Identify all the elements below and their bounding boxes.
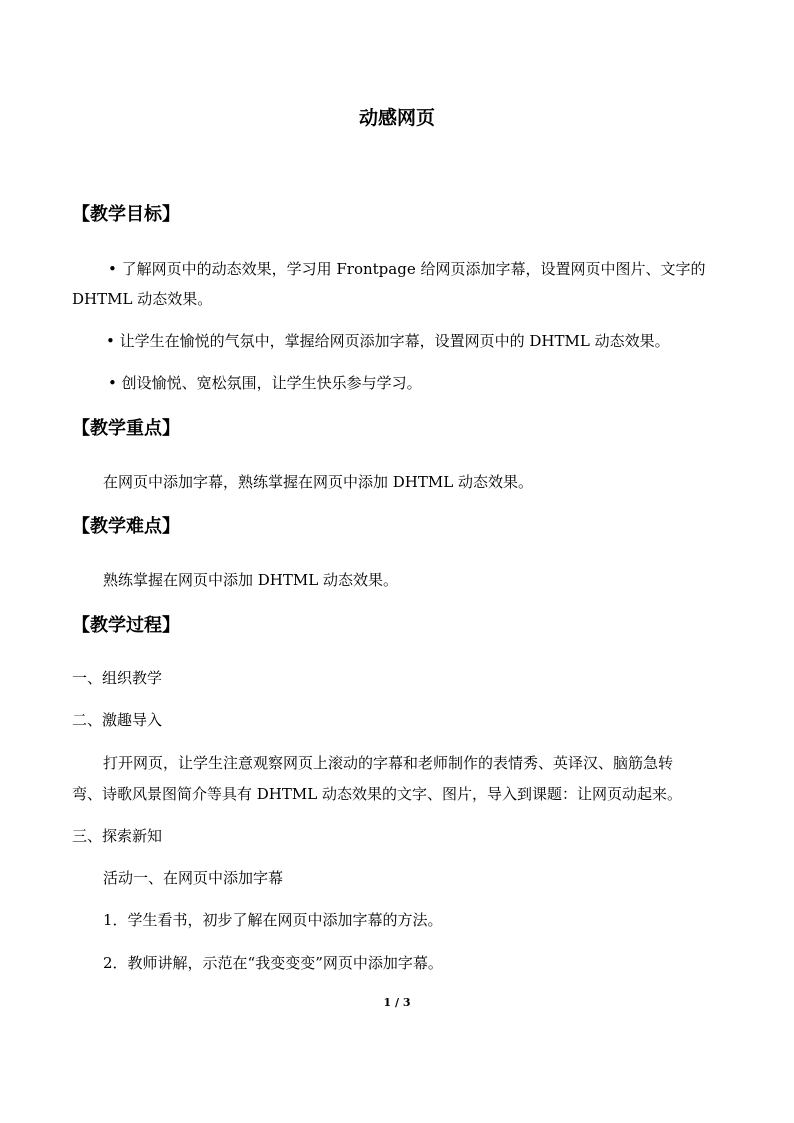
process-step-2-para-line-2: 弯、诗歌风景图简介等具有 DHTML 动态效果的文字、图片，导入到课题：让网页动起来。 (72, 785, 682, 803)
document-title: 动感网页 (358, 107, 435, 129)
key-points-heading: 【教学重点】 (72, 418, 180, 439)
activity-1-item-2: 2．教师讲解，示范在“我变变变”网页中添加字幕。 (103, 954, 443, 972)
key-points-text: 在网页中添加字幕，熟练掌握在网页中添加 DHTML 动态效果。 (103, 473, 533, 491)
difficulties-heading: 【教学难点】 (72, 516, 180, 537)
process-heading: 【教学过程】 (72, 615, 180, 636)
activity-1-item-1: 1．学生看书，初步了解在网页中添加字幕的方法。 (103, 911, 443, 929)
objective-item-3: • 创设愉悦、宽松氛围，让学生快乐参与学习。 (108, 374, 422, 392)
objective-item-2: • 让学生在愉悦的气氛中，掌握给网页添加字幕，设置网页中的 DHTML 动态效果。 (106, 332, 670, 350)
objective-item-1: • 了解网页中的动态效果，学习用 Frontpage 给网页添加字幕，设置网页中图片、文字的 (108, 260, 706, 278)
objectives-heading: 【教学目标】 (72, 204, 180, 225)
process-step-2: 二、激趣导入 (72, 711, 163, 729)
page-number: 1 / 3 (383, 996, 411, 1009)
process-step-3: 三、探索新知 (72, 827, 163, 845)
process-step-1: 一、组织教学 (72, 669, 163, 687)
activity-1-title: 活动一、在网页中添加字幕 (103, 869, 284, 887)
objective-item-1-cont: DHTML 动态效果。 (72, 290, 213, 308)
difficulties-text: 熟练掌握在网页中添加 DHTML 动态效果。 (103, 571, 398, 589)
process-step-2-para-line-1: 打开网页，让学生注意观察网页上滚动的字幕和老师制作的表情秀、英译汉、脑筋急转 (103, 754, 674, 772)
